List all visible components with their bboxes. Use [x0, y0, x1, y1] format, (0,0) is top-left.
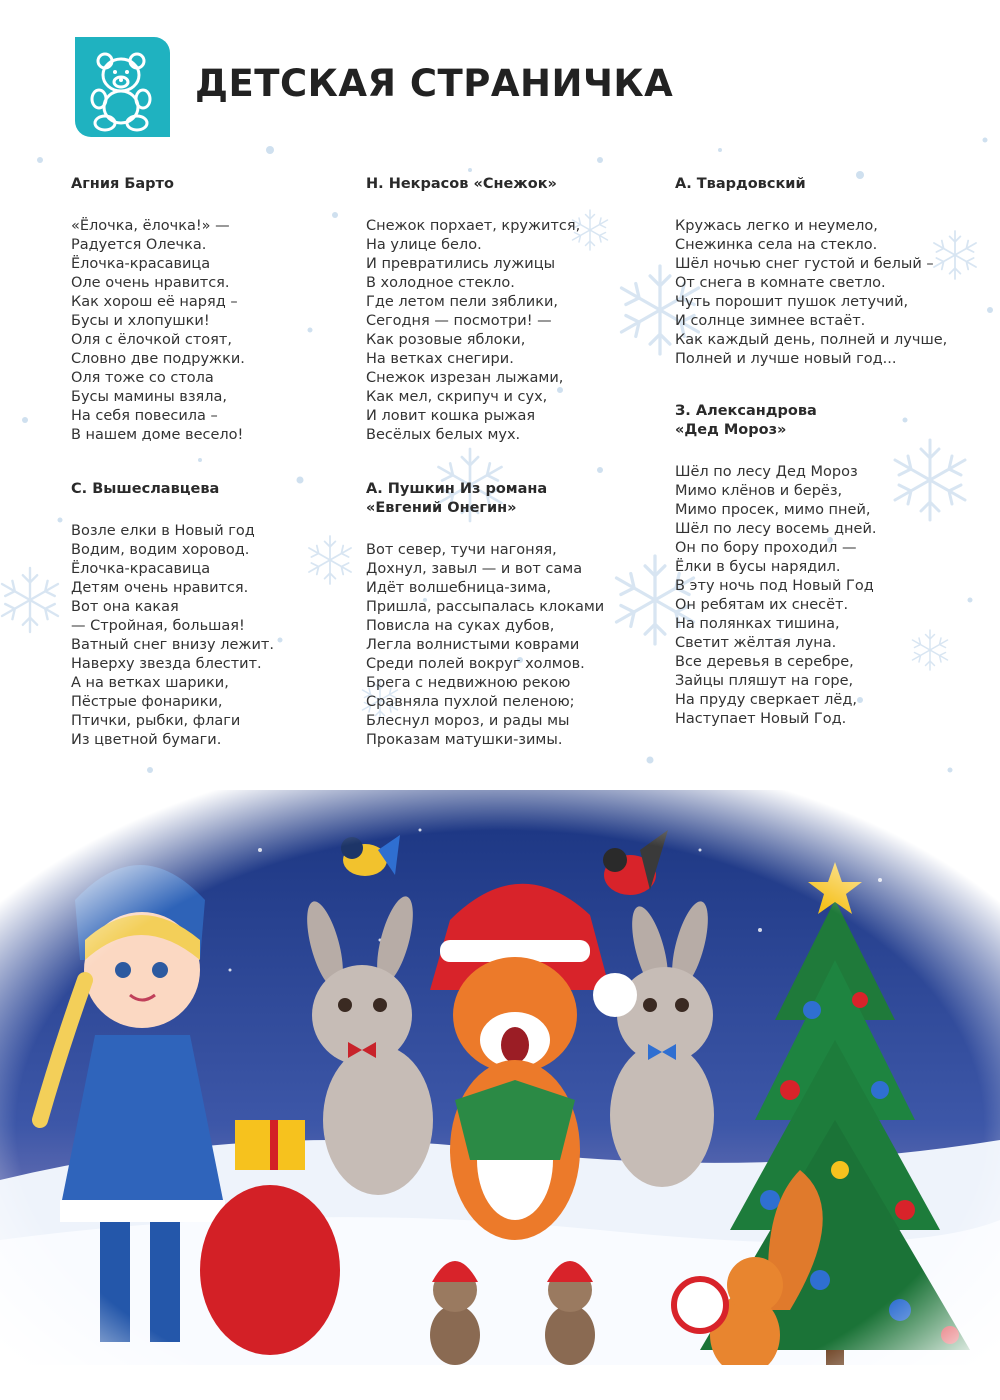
- poem-line: Бусы мамины взяла,: [71, 389, 228, 405]
- poem-line: Чуть порошит пушок летучий,: [675, 294, 909, 310]
- poem-line: И солнце зимнее встаёт.: [675, 313, 866, 329]
- poem-line: Где летом пели зяблики,: [366, 294, 559, 310]
- author-line: З. Александрова: [675, 403, 817, 419]
- poem-line: Зайцы пляшут на горе,: [675, 673, 854, 689]
- poem-line: Снежинка села на стекло.: [675, 237, 878, 253]
- poem-line: — Стройная, большая!: [71, 618, 245, 634]
- poem-line: Идёт волшебница-зима,: [366, 580, 552, 596]
- winter-scene-illustration: [0, 790, 1000, 1400]
- poem-line: Он по бору проходил —: [675, 540, 857, 556]
- poem-tvardovsky: [675, 175, 975, 369]
- logo-badge: [75, 37, 170, 137]
- poem-line: Как мел, скрипуч и сух,: [366, 389, 548, 405]
- poem-line: Мимо просек, мимо пней,: [675, 502, 871, 518]
- poem-line: Все деревья в серебре,: [675, 654, 854, 670]
- poem-line: Снежок изрезан лыжами,: [366, 370, 564, 386]
- poem-line: В нашем доме весело!: [71, 427, 244, 443]
- poem-line: В холодное стекло.: [366, 275, 515, 291]
- poem-line: Весёлых белых мух.: [366, 427, 521, 443]
- poem-body: [675, 463, 975, 729]
- poem-line: Ватный снег внизу лежит.: [71, 637, 274, 653]
- author-line: Агния Барто: [71, 176, 174, 192]
- poem-line: Ёлки в бусы нарядил.: [675, 559, 841, 575]
- poem-line: И превратились лужицы: [366, 256, 556, 272]
- poem-line: На себя повесила –: [71, 408, 218, 424]
- poem-line: Сравняла пухлой пеленою;: [366, 694, 575, 710]
- author-line: С. Вышеславцева: [71, 481, 220, 497]
- poem-author: [71, 480, 371, 499]
- poem-line: Блеснул мороз, и рады мы: [366, 713, 570, 729]
- poem-author: [675, 402, 975, 440]
- poem-subtitle: «Дед Мороз»: [675, 422, 787, 438]
- poem-barto: [71, 175, 371, 445]
- page-title: ДЕТСКАЯ СТРАНИЧКА: [195, 62, 674, 105]
- poem-line: А на ветках шарики,: [71, 675, 229, 691]
- poem-line: Сегодня — посмотри! —: [366, 313, 552, 329]
- poem-pushkin: [366, 480, 666, 750]
- teddy-bear-icon: [75, 37, 170, 137]
- poem-line: От снега в комнате светло.: [675, 275, 886, 291]
- poem-line: Шёл ночью снег густой и белый –: [675, 256, 934, 272]
- poem-body: [366, 541, 666, 750]
- poem-line: Возле елки в Новый год: [71, 523, 255, 539]
- poem-line: Радуется Олечка.: [71, 237, 207, 253]
- author-line: А. Пушкин Из романа: [366, 481, 548, 497]
- poem-line: Наступает Новый Год.: [675, 711, 847, 727]
- poem-line: Среди полей вокруг холмов.: [366, 656, 585, 672]
- poem-line: Шёл по лесу Дед Мороз: [675, 464, 858, 480]
- poem-line: Дохнул, завыл — и вот сама: [366, 561, 583, 577]
- poem-line: Словно две подружки.: [71, 351, 245, 367]
- poem-subtitle: «Евгений Онегин»: [366, 500, 517, 516]
- poem-line: Птички, рыбки, флаги: [71, 713, 241, 729]
- poem-line: Снежок порхает, кружится,: [366, 218, 581, 234]
- poem-nekrasov: [366, 175, 666, 445]
- poem-line: Он ребятам их снесёт.: [675, 597, 849, 613]
- poem-line: Оле очень нравится.: [71, 275, 230, 291]
- poem-line: Как розовые яблоки,: [366, 332, 526, 348]
- poem-body: [366, 217, 666, 445]
- poem-line: На улице бело.: [366, 237, 482, 253]
- poem-line: На ветках снегири.: [366, 351, 514, 367]
- poem-line: Ёлочка-красавица: [71, 561, 211, 577]
- poem-line: Оля тоже со стола: [71, 370, 214, 386]
- poem-line: Из цветной бумаги.: [71, 732, 222, 748]
- poem-line: Ёлочка-красавица: [71, 256, 211, 272]
- poem-line: Как каждый день, полней и лучше,: [675, 332, 948, 348]
- poem-line: Проказам матушки-зимы.: [366, 732, 563, 748]
- poem-author: [366, 480, 666, 518]
- poem-line: И ловит кошка рыжая: [366, 408, 536, 424]
- poem-aleksandrova: [675, 402, 975, 729]
- frost-frame: [0, 790, 1000, 1400]
- poem-line: Легла волнистыми коврами: [366, 637, 580, 653]
- poem-line: Вот север, тучи нагоняя,: [366, 542, 557, 558]
- poem-line: Кружась легко и неумело,: [675, 218, 878, 234]
- poem-line: Водим, водим хоровод.: [71, 542, 250, 558]
- poem-line: Пришла, рассыпалась клоками: [366, 599, 605, 615]
- poem-author: [675, 175, 975, 194]
- poem-line: «Ёлочка, ёлочка!» —: [71, 218, 230, 234]
- poem-author: [366, 175, 666, 194]
- poem-line: Шёл по лесу восемь дней.: [675, 521, 877, 537]
- poem-line: Пёстрые фонарики,: [71, 694, 223, 710]
- poem-line: Детям очень нравится.: [71, 580, 249, 596]
- poem-line: Мимо клёнов и берёз,: [675, 483, 843, 499]
- poem-line: Полней и лучше новый год...: [675, 351, 897, 367]
- poem-line: На пруду сверкает лёд,: [675, 692, 857, 708]
- poem-line: Вот она какая: [71, 599, 179, 615]
- poem-vysheslavtseva: [71, 480, 371, 750]
- poem-line: Как хорош её наряд –: [71, 294, 238, 310]
- poem-line: Наверху звезда блестит.: [71, 656, 262, 672]
- poem-line: Оля с ёлочкой стоят,: [71, 332, 232, 348]
- poem-line: Светит жёлтая луна.: [675, 635, 837, 651]
- poem-line: Брега с недвижною рекою: [366, 675, 571, 691]
- author-line: А. Твардовский: [675, 176, 806, 192]
- poem-line: Повисла на суках дубов,: [366, 618, 555, 634]
- poem-body: [71, 217, 371, 445]
- poem-line: Бусы и хлопушки!: [71, 313, 210, 329]
- poem-line: В эту ночь под Новый Год: [675, 578, 874, 594]
- poem-line: На полянках тишина,: [675, 616, 840, 632]
- author-line: Н. Некрасов «Снежок»: [366, 176, 557, 192]
- poem-body: [71, 522, 371, 750]
- poem-author: [71, 175, 371, 194]
- poem-body: [675, 217, 975, 369]
